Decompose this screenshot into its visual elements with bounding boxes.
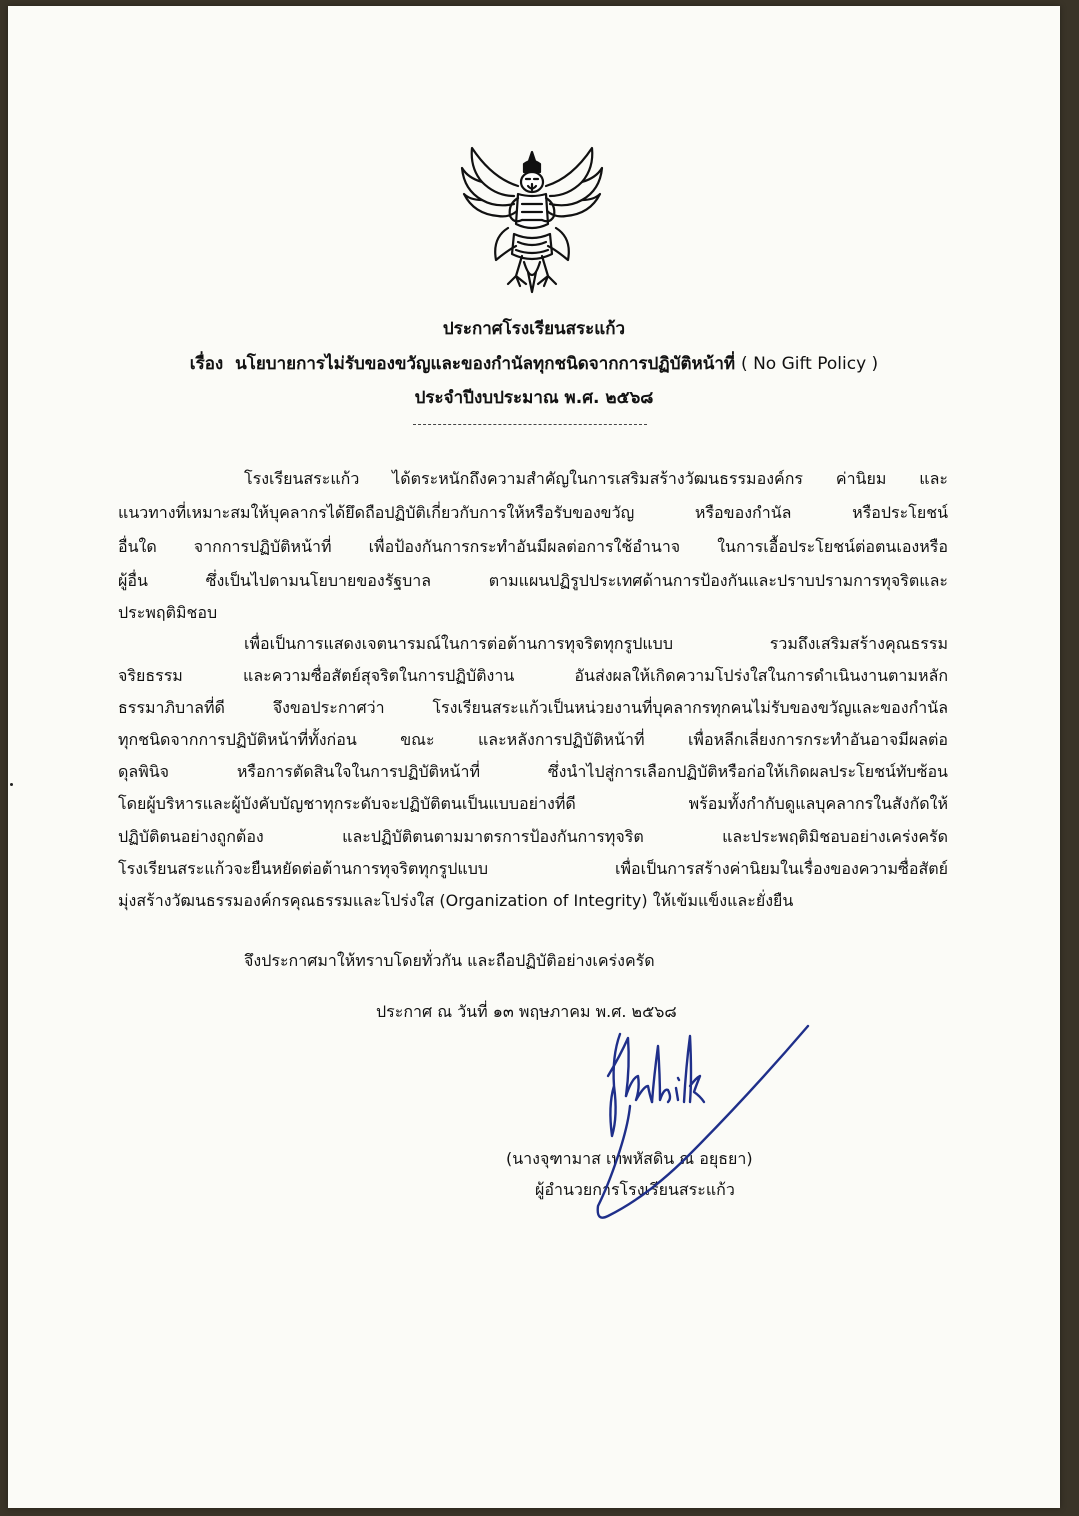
fiscal-year: ประจำปีงบประมาณ พ.ศ. ๒๕๖๘ [414, 388, 654, 408]
paragraph2-line: โรงเรียนสระแก้วจะยืนหยัดต่อต้านการทุจริตทุกรูปแบบ เพื่อเป็นการสร้างค่านิยมในเรื่องของความซื่อสัตย์ [118, 859, 948, 878]
title-divider [413, 424, 647, 425]
garuda-emblem-icon [452, 138, 612, 298]
subject-prefix: เรื่อง [189, 354, 224, 374]
announcement-date: ประกาศ ณ วันที่ ๑๓ พฤษภาคม พ.ศ. ๒๕๖๘ [376, 1002, 677, 1021]
closing-statement: จึงประกาศมาให้ทราบโดยทั่วกัน และถือปฏิบัติอย่างเคร่งครัด [244, 951, 655, 970]
paragraph2-line: ดุลพินิจ หรือการตัดสินใจในการปฏิบัติหน้าที่ ซึ่งนำไปสู่การเลือกปฏิบัติหรือก่อให้เกิดผลประโยชน์ทับซ้อน [118, 762, 948, 781]
announcement-title: ประกาศโรงเรียนสระแก้ว [442, 319, 626, 339]
paragraph2-line: จริยธรรม และความซื่อสัตย์สุจริตในการปฏิบัติงาน อันส่งผลให้เกิดความโปร่งใสในการดำเนินงานตามหลัก [118, 666, 948, 685]
paragraph1-line: โรงเรียนสระแก้ว ได้ตระหนักถึงความสำคัญในการเสริมสร้างวัฒนธรรมองค์กร ค่านิยม และ [244, 469, 948, 488]
paragraph2-line: ทุกชนิดจากการปฏิบัติหน้าที่ทั้งก่อน ขณะ และหลังการปฏิบัติหน้าที่ เพื่อหลีกเลี่ยงการกระทำอันอาจมีผลต่อ [118, 730, 948, 749]
handwritten-signature-icon [568, 1016, 818, 1256]
paragraph1-line: ประพฤติมิชอบ [118, 603, 218, 622]
paragraph2-line: เพื่อเป็นการแสดงเจตนารมณ์ในการต่อต้านการทุจริตทุกรูปแบบ รวมถึงเสริมสร้างคุณธรรม [244, 634, 948, 653]
paragraph2-line: โดยผู้บริหารและผู้บังคับบัญชาทุกระดับจะปฏิบัติตนเป็นแบบอย่างที่ดี พร้อมทั้งกำกับดูแลบุคลากรในสังกัดให้ [118, 794, 948, 813]
signer-name: (นางจุฑามาส เทพหัสดิน ณ อยุธยา) [506, 1149, 753, 1168]
paragraph1-line: แนวทางที่เหมาะสมให้บุคลากรได้ยึดถือปฏิบัติเกี่ยวกับการให้หรือรับของขวัญ หรือของกำนัล หรือประโยชน์ [118, 503, 948, 522]
paragraph2-line: ธรรมาภิบาลที่ดี จึงขอประกาศว่า โรงเรียนสระแก้วเป็นหน่วยงานที่บุคลากรทุกคนไม่รับของขวัญและของกำนัล [118, 698, 948, 717]
signer-title: ผู้อำนวยการโรงเรียนสระแก้ว [535, 1180, 735, 1199]
announcement-subject [8, 350, 1060, 377]
paragraph2-line: มุ่งสร้างวัฒนธรรมองค์กรคุณธรรมและโปร่งใส (Organization of Integrity) ให้เข้มแข็งและยั่งยืน [118, 891, 794, 910]
paragraph1-line: อื่นใด จากการปฏิบัติหน้าที่ เพื่อป้องกันการกระทำอันมีผลต่อการใช้อำนาจ ในการเอื้อประโยชน์ต่อตนเองหรือ [118, 537, 948, 556]
paragraph1-line: ผู้อื่น ซึ่งเป็นไปตามนโยบายของรัฐบาล ตามแผนปฏิรูปประเทศด้านการป้องกันและปราบปรามการทุจริตและ [118, 571, 948, 590]
document-page [8, 6, 1060, 1508]
subject-text: นโยบายการไม่รับของขวัญและของกำนัลทุกชนิดจากการปฏิบัติหน้าที่ [235, 354, 736, 374]
paragraph2-line: ปฏิบัติตนอย่างถูกต้อง และปฏิบัติตนตามมาตรการป้องกันการทุจริต และประพฤติมิชอบอย่างเคร่งครัด [118, 827, 948, 846]
subject-english: ( No Gift Policy ) [741, 354, 879, 374]
scan-speck [10, 783, 13, 786]
